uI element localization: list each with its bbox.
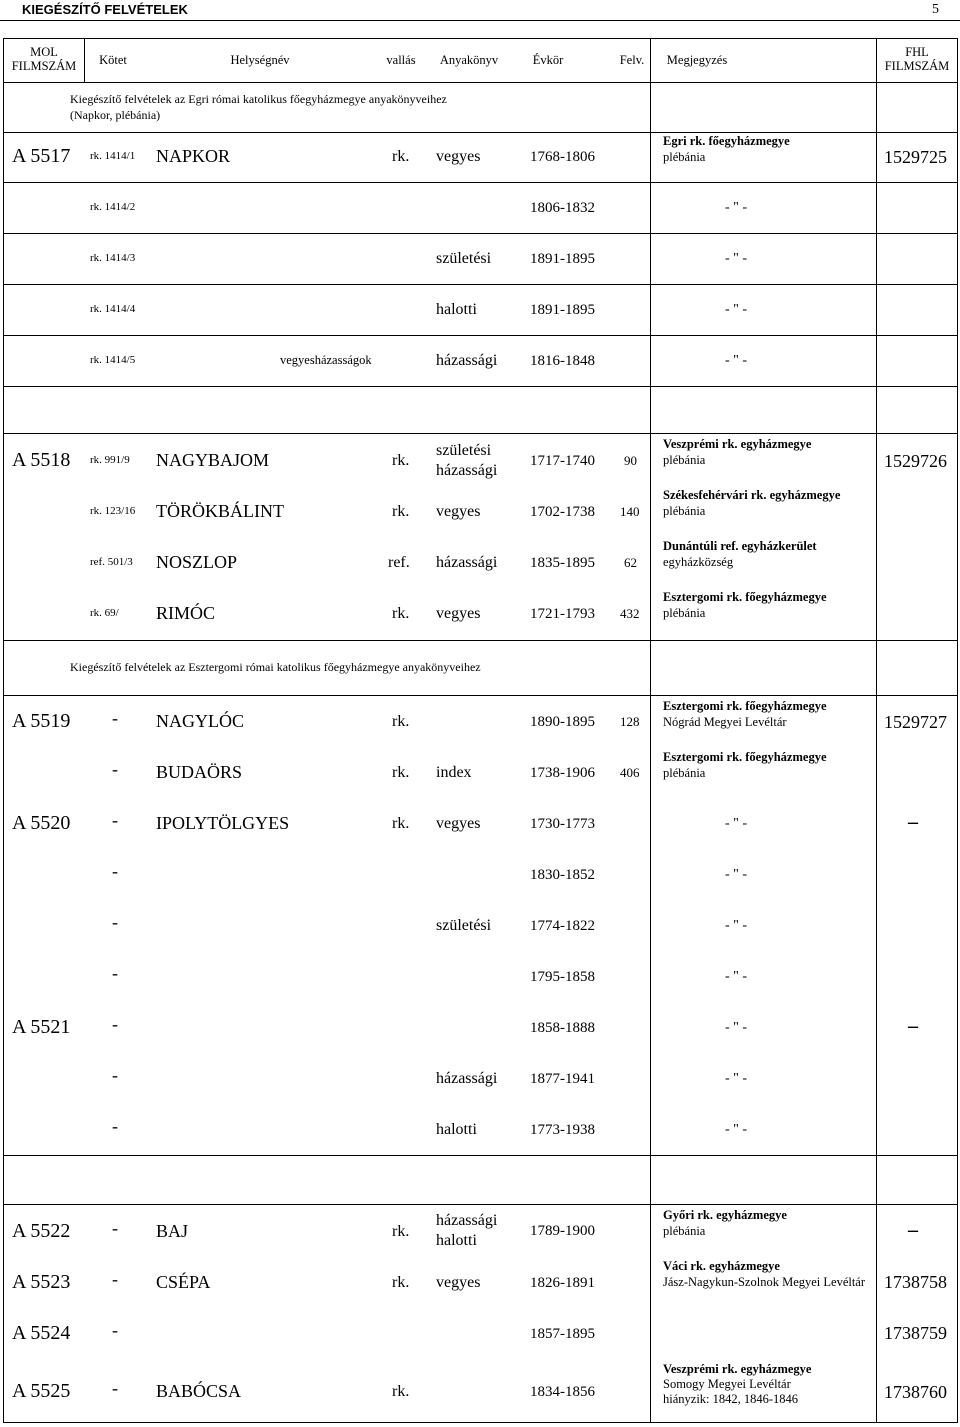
megjegyzes-ditto: - " - bbox=[725, 1020, 748, 1035]
anyakonyv: születési bbox=[436, 250, 492, 267]
helysegnev: BAJ bbox=[156, 1221, 189, 1241]
helysegnev: vegyesházasságok bbox=[280, 353, 372, 367]
section-heading bbox=[70, 91, 447, 123]
helysegnev: BUDAÖRS bbox=[156, 762, 243, 782]
kotet: - bbox=[112, 1320, 118, 1340]
felvetelek: 432 bbox=[620, 606, 640, 621]
megjegyzes-tipus: plébánia bbox=[663, 504, 706, 518]
kotet: rk. 1414/4 bbox=[90, 303, 136, 315]
header-separator bbox=[3, 82, 958, 83]
megjegyzes-egyhazmegye: Győri rk. egyházmegye bbox=[663, 1208, 787, 1222]
evkor: 1816-1848 bbox=[530, 353, 595, 369]
vallas: rk. bbox=[392, 452, 410, 469]
anyakonyv: házassági halotti bbox=[436, 1212, 498, 1249]
evkor: 1721-1793 bbox=[530, 606, 595, 622]
megjegyzes-ditto: - " - bbox=[725, 353, 748, 368]
kotet: - bbox=[112, 810, 118, 830]
section-heading-line: Kiegészítő felvételek az Egri római katolikus főegyházmegye anyakönyveihez bbox=[70, 92, 447, 106]
mol-filmszam: A 5521 bbox=[12, 1016, 71, 1038]
kotet: - bbox=[112, 1269, 118, 1289]
megjegyzes-egyhazmegye: Veszprémi rk. egyházmegye bbox=[663, 1362, 812, 1376]
felvetelek: 140 bbox=[620, 504, 640, 519]
col-rule-megjegyzes bbox=[650, 38, 651, 1423]
megjegyzes-tipus: Nógrád Megyei Levéltár bbox=[663, 715, 787, 729]
helysegnev: NAPKOR bbox=[156, 146, 231, 166]
section-heading: Kiegészítő felvételek az Esztergomi római katolikus főegyházmegye anyakönyveihez bbox=[70, 660, 481, 674]
kotet: - bbox=[112, 1116, 118, 1136]
megjegyzes-ditto: - " - bbox=[725, 918, 748, 933]
evkor: 1891-1895 bbox=[530, 302, 595, 318]
evkor: 1835-1895 bbox=[530, 555, 595, 571]
evkor: 1795-1858 bbox=[530, 969, 595, 985]
evkor: 1826-1891 bbox=[530, 1275, 595, 1291]
col-header-fhl bbox=[878, 45, 956, 73]
kotet: - bbox=[112, 1378, 118, 1398]
megjegyzes-egyhazmegye: Esztergomi rk. főegyházmegye bbox=[663, 750, 827, 764]
evkor: 1834-1856 bbox=[530, 1384, 595, 1400]
vallas: rk. bbox=[392, 1223, 410, 1240]
evkor: 1773-1938 bbox=[530, 1122, 595, 1138]
megjegyzes-egyhazmegye: Dunántúli ref. egyházkerület bbox=[663, 539, 817, 553]
page-title: KIEGÉSZÍTŐ FELVÉTELEK bbox=[22, 2, 188, 17]
fhl-filmszam: 1529726 bbox=[884, 451, 947, 471]
helysegnev: NAGYLÓC bbox=[156, 711, 244, 731]
col-header-anyakonyv: Anyakönyv bbox=[439, 53, 499, 67]
helysegnev: BABÓCSA bbox=[156, 1381, 242, 1401]
mol-filmszam: A 5520 bbox=[12, 812, 71, 834]
anyakonyv: vegyes bbox=[436, 815, 481, 832]
fhl-filmszam: – bbox=[908, 1219, 918, 1241]
vallas: rk. bbox=[392, 713, 410, 730]
kotet: rk. 991/9 bbox=[90, 454, 130, 466]
kotet: rk. 123/16 bbox=[90, 505, 136, 517]
evkor: 1717-1740 bbox=[530, 453, 595, 469]
anyakonyv: halotti bbox=[436, 301, 477, 318]
row-separator bbox=[3, 335, 958, 336]
row-separator bbox=[3, 1204, 958, 1205]
evkor: 1730-1773 bbox=[530, 816, 595, 832]
col-header-vallas: vallás bbox=[386, 53, 416, 67]
vallas: rk. bbox=[392, 1274, 410, 1291]
col-header-helysegnev: Helységnév bbox=[230, 53, 290, 67]
megjegyzes-egyhazmegye: Váci rk. egyházmegye bbox=[663, 1259, 780, 1273]
megjegyzes-tipus: egyházközség bbox=[663, 555, 734, 569]
page-header bbox=[0, 0, 960, 21]
vallas: rk. bbox=[392, 815, 410, 832]
megjegyzes-tipus: plébánia bbox=[663, 150, 706, 164]
megjegyzes-ditto: - " - bbox=[725, 1122, 748, 1137]
row-separator bbox=[3, 284, 958, 285]
fhl-filmszam: 1529725 bbox=[884, 147, 947, 167]
anyakonyv: vegyes bbox=[436, 503, 481, 520]
helysegnev: RIMÓC bbox=[156, 603, 216, 623]
megjegyzes-tipus: plébánia bbox=[663, 453, 706, 467]
evkor: 1702-1738 bbox=[530, 504, 595, 520]
evkor: 1806-1832 bbox=[530, 200, 595, 216]
kotet: - bbox=[112, 963, 118, 983]
kotet: rk. 1414/3 bbox=[90, 252, 136, 264]
anyakonyv: vegyes bbox=[436, 605, 481, 622]
anyakonyv: születési házassági bbox=[436, 442, 498, 479]
mol-filmszam: A 5525 bbox=[12, 1380, 71, 1402]
vallas: rk. bbox=[392, 1383, 410, 1400]
vallas: rk. bbox=[392, 605, 410, 622]
row-separator bbox=[3, 433, 958, 434]
evkor: 1789-1900 bbox=[530, 1223, 595, 1239]
evkor: 1890-1895 bbox=[530, 714, 595, 730]
section-heading-line: (Napkor, plébánia) bbox=[70, 108, 161, 122]
mol-filmszam: A 5517 bbox=[12, 145, 71, 167]
vallas: rk. bbox=[392, 148, 410, 165]
kotet: - bbox=[112, 861, 118, 881]
kotet: rk. 69/ bbox=[90, 607, 119, 619]
anyakonyv: születési bbox=[436, 917, 492, 934]
kotet: rk. 1414/2 bbox=[90, 201, 136, 213]
anyakonyv: vegyes bbox=[436, 1274, 481, 1291]
col-header-evkor: Évkör bbox=[532, 53, 564, 67]
row-separator bbox=[3, 695, 958, 696]
mol-filmszam: A 5523 bbox=[12, 1271, 71, 1293]
megjegyzes-egyhazmegye: Egri rk. főegyházmegye bbox=[663, 134, 790, 148]
helysegnev: IPOLYTÖLGYES bbox=[156, 813, 290, 833]
kotet: - bbox=[112, 1065, 118, 1085]
anyakonyv: házassági bbox=[436, 554, 498, 571]
row-separator bbox=[3, 386, 958, 387]
megjegyzes-egyhazmegye: Esztergomi rk. főegyházmegye bbox=[663, 699, 827, 713]
fhl-filmszam: 1738759 bbox=[884, 1323, 947, 1343]
row-separator bbox=[3, 233, 958, 234]
anyakonyv: házassági bbox=[436, 1070, 498, 1087]
helysegnev: TÖRÖKBÁLINT bbox=[156, 501, 284, 521]
helysegnev: CSÉPA bbox=[156, 1272, 211, 1292]
megjegyzes-egyhazmegye: Székesfehérvári rk. egyházmegye bbox=[663, 488, 841, 502]
megjegyzes-hianyzik: hiányzik: 1842, 1846-1846 bbox=[663, 1392, 799, 1406]
col-header-text: MOL bbox=[30, 45, 58, 59]
felvetelek: 90 bbox=[624, 453, 637, 468]
evkor: 1891-1895 bbox=[530, 251, 595, 267]
vallas: rk. bbox=[392, 503, 410, 520]
mol-filmszam: A 5522 bbox=[12, 1220, 71, 1242]
megjegyzes-ditto: - " - bbox=[725, 867, 748, 882]
evkor: 1830-1852 bbox=[530, 867, 595, 883]
evkor: 1877-1941 bbox=[530, 1071, 595, 1087]
kotet: - bbox=[112, 708, 118, 728]
col-header-felv: Felv. bbox=[619, 53, 645, 67]
megjegyzes-tipus: plébánia bbox=[663, 1224, 706, 1238]
fhl-filmszam: 1738760 bbox=[884, 1382, 947, 1402]
fhl-filmszam: 1529727 bbox=[884, 712, 947, 732]
page-number: 5 bbox=[932, 2, 939, 17]
megjegyzes-egyhazmegye: Veszprémi rk. egyházmegye bbox=[663, 437, 812, 451]
megjegyzes-ditto: - " - bbox=[725, 816, 748, 831]
kotet: rk. 1414/5 bbox=[90, 354, 136, 366]
evkor: 1858-1888 bbox=[530, 1020, 595, 1036]
megjegyzes-ditto: - " - bbox=[725, 251, 748, 266]
col-header-text: FILMSZÁM bbox=[884, 59, 950, 73]
anyakonyv: halotti bbox=[436, 1121, 477, 1138]
row-separator bbox=[3, 1155, 958, 1156]
kotet: rk. 1414/1 bbox=[90, 150, 136, 162]
mol-filmszam: A 5524 bbox=[12, 1322, 71, 1344]
col-header-kotet: Kötet bbox=[99, 53, 127, 67]
col-header-text: FHL bbox=[905, 45, 929, 59]
mol-filmszam: A 5518 bbox=[12, 449, 71, 471]
megjegyzes-ditto: - " - bbox=[725, 200, 748, 215]
megjegyzes-leveltar: Somogy Megyei Levéltár bbox=[663, 1377, 791, 1391]
anyakonyv: index bbox=[436, 764, 472, 781]
kotet: - bbox=[112, 759, 118, 779]
kotet: ref. 501/3 bbox=[90, 556, 133, 568]
row-separator bbox=[3, 132, 958, 133]
evkor: 1857-1895 bbox=[530, 1326, 595, 1342]
megjegyzes-ditto: - " - bbox=[725, 969, 748, 984]
evkor: 1774-1822 bbox=[530, 918, 595, 934]
megjegyzes-tipus: plébánia bbox=[663, 766, 706, 780]
col-rule bbox=[84, 38, 85, 82]
evkor: 1738-1906 bbox=[530, 765, 595, 781]
evkor: 1768-1806 bbox=[530, 149, 595, 165]
col-header-megjegyzes: Megjegyzés bbox=[666, 53, 728, 67]
kotet: - bbox=[112, 912, 118, 932]
mol-filmszam: A 5519 bbox=[12, 710, 71, 732]
row-separator bbox=[3, 182, 958, 183]
megjegyzes-egyhazmegye: Esztergomi rk. főegyházmegye bbox=[663, 590, 827, 604]
fhl-filmszam: – bbox=[908, 811, 918, 833]
fhl-filmszam: – bbox=[908, 1015, 918, 1037]
megjegyzes-tipus: plébánia bbox=[663, 606, 706, 620]
col-header-mol bbox=[5, 45, 83, 73]
megjegyzes-tipus: Jász-Nagykun-Szolnok Megyei Levéltár bbox=[663, 1275, 866, 1289]
kotet: - bbox=[112, 1218, 118, 1238]
anyakonyv: vegyes bbox=[436, 148, 481, 165]
col-header-text: FILMSZÁM bbox=[11, 59, 77, 73]
vallas: ref. bbox=[388, 554, 410, 571]
col-rule-fhl bbox=[876, 38, 877, 1423]
kotet: - bbox=[112, 1014, 118, 1034]
anyakonyv: házassági bbox=[436, 352, 498, 369]
felvetelek: 128 bbox=[620, 714, 640, 729]
fhl-filmszam: 1738758 bbox=[884, 1272, 947, 1292]
megjegyzes-ditto: - " - bbox=[725, 1071, 748, 1086]
helysegnev: NOSZLOP bbox=[156, 552, 238, 572]
vallas: rk. bbox=[392, 764, 410, 781]
helysegnev: NAGYBAJOM bbox=[156, 450, 270, 470]
row-separator bbox=[3, 640, 958, 641]
felvetelek: 406 bbox=[620, 765, 640, 780]
felvetelek: 62 bbox=[624, 555, 637, 570]
megjegyzes-ditto: - " - bbox=[725, 302, 748, 317]
